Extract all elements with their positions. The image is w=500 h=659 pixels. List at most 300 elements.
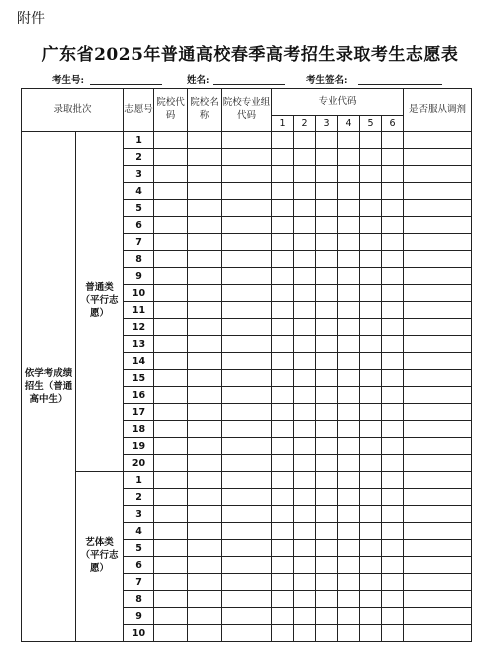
major-code-cell[interactable] — [272, 608, 294, 625]
school-code-cell[interactable] — [154, 132, 188, 149]
school-name-cell[interactable] — [188, 506, 222, 523]
adjust-cell[interactable] — [404, 353, 472, 370]
adjust-cell[interactable] — [404, 234, 472, 251]
major-code-cell[interactable] — [338, 608, 360, 625]
adjust-cell[interactable] — [404, 608, 472, 625]
major-code-cell[interactable] — [338, 489, 360, 506]
major-code-cell[interactable] — [272, 523, 294, 540]
major-code-cell[interactable] — [316, 302, 338, 319]
school-code-cell[interactable] — [154, 251, 188, 268]
major-group-code-cell[interactable] — [222, 472, 272, 489]
major-code-cell[interactable] — [382, 285, 404, 302]
adjust-cell[interactable] — [404, 336, 472, 353]
major-code-cell[interactable] — [360, 353, 382, 370]
major-code-cell[interactable] — [338, 455, 360, 472]
major-code-cell[interactable] — [272, 166, 294, 183]
major-code-cell[interactable] — [360, 540, 382, 557]
major-code-cell[interactable] — [382, 251, 404, 268]
school-name-cell[interactable] — [188, 217, 222, 234]
major-code-cell[interactable] — [294, 353, 316, 370]
major-code-cell[interactable] — [360, 421, 382, 438]
major-code-cell[interactable] — [272, 472, 294, 489]
major-code-cell[interactable] — [338, 268, 360, 285]
major-code-cell[interactable] — [338, 557, 360, 574]
school-code-cell[interactable] — [154, 183, 188, 200]
major-code-cell[interactable] — [338, 353, 360, 370]
major-code-cell[interactable] — [316, 183, 338, 200]
adjust-cell[interactable] — [404, 132, 472, 149]
major-group-code-cell[interactable] — [222, 302, 272, 319]
adjust-cell[interactable] — [404, 404, 472, 421]
adjust-cell[interactable] — [404, 302, 472, 319]
major-code-cell[interactable] — [382, 421, 404, 438]
school-name-cell[interactable] — [188, 149, 222, 166]
major-code-cell[interactable] — [294, 285, 316, 302]
school-name-cell[interactable] — [188, 353, 222, 370]
school-code-cell[interactable] — [154, 387, 188, 404]
major-code-cell[interactable] — [272, 132, 294, 149]
major-code-cell[interactable] — [272, 404, 294, 421]
school-name-cell[interactable] — [188, 404, 222, 421]
major-code-cell[interactable] — [360, 455, 382, 472]
major-group-code-cell[interactable] — [222, 336, 272, 353]
major-code-cell[interactable] — [272, 285, 294, 302]
major-code-cell[interactable] — [382, 591, 404, 608]
major-group-code-cell[interactable] — [222, 404, 272, 421]
major-code-cell[interactable] — [360, 183, 382, 200]
major-code-cell[interactable] — [272, 353, 294, 370]
major-code-cell[interactable] — [360, 149, 382, 166]
major-code-cell[interactable] — [360, 404, 382, 421]
major-code-cell[interactable] — [316, 149, 338, 166]
major-code-cell[interactable] — [382, 268, 404, 285]
major-code-cell[interactable] — [382, 404, 404, 421]
school-name-cell[interactable] — [188, 302, 222, 319]
major-code-cell[interactable] — [272, 336, 294, 353]
major-code-cell[interactable] — [338, 302, 360, 319]
school-name-cell[interactable] — [188, 251, 222, 268]
major-group-code-cell[interactable] — [222, 438, 272, 455]
major-group-code-cell[interactable] — [222, 455, 272, 472]
major-code-cell[interactable] — [294, 268, 316, 285]
major-code-cell[interactable] — [338, 149, 360, 166]
major-code-cell[interactable] — [272, 268, 294, 285]
major-code-cell[interactable] — [338, 319, 360, 336]
school-name-cell[interactable] — [188, 489, 222, 506]
adjust-cell[interactable] — [404, 506, 472, 523]
adjust-cell[interactable] — [404, 540, 472, 557]
major-code-cell[interactable] — [360, 489, 382, 506]
major-code-cell[interactable] — [338, 574, 360, 591]
major-code-cell[interactable] — [338, 285, 360, 302]
major-code-cell[interactable] — [294, 404, 316, 421]
major-group-code-cell[interactable] — [222, 268, 272, 285]
school-code-cell[interactable] — [154, 591, 188, 608]
major-group-code-cell[interactable] — [222, 370, 272, 387]
major-code-cell[interactable] — [294, 489, 316, 506]
major-code-cell[interactable] — [272, 200, 294, 217]
major-code-cell[interactable] — [338, 234, 360, 251]
major-code-cell[interactable] — [382, 540, 404, 557]
major-code-cell[interactable] — [316, 506, 338, 523]
major-code-cell[interactable] — [294, 319, 316, 336]
major-code-cell[interactable] — [338, 438, 360, 455]
major-code-cell[interactable] — [316, 557, 338, 574]
major-code-cell[interactable] — [338, 132, 360, 149]
major-code-cell[interactable] — [382, 455, 404, 472]
major-code-cell[interactable] — [294, 455, 316, 472]
major-code-cell[interactable] — [360, 523, 382, 540]
major-code-cell[interactable] — [338, 251, 360, 268]
major-code-cell[interactable] — [272, 625, 294, 642]
major-code-cell[interactable] — [316, 404, 338, 421]
adjust-cell[interactable] — [404, 268, 472, 285]
major-code-cell[interactable] — [316, 591, 338, 608]
major-code-cell[interactable] — [294, 540, 316, 557]
school-code-cell[interactable] — [154, 149, 188, 166]
major-code-cell[interactable] — [338, 421, 360, 438]
major-group-code-cell[interactable] — [222, 523, 272, 540]
school-code-cell[interactable] — [154, 319, 188, 336]
major-code-cell[interactable] — [338, 387, 360, 404]
school-name-cell[interactable] — [188, 183, 222, 200]
major-group-code-cell[interactable] — [222, 540, 272, 557]
school-code-cell[interactable] — [154, 489, 188, 506]
school-code-cell[interactable] — [154, 506, 188, 523]
school-name-cell[interactable] — [188, 166, 222, 183]
school-code-cell[interactable] — [154, 285, 188, 302]
adjust-cell[interactable] — [404, 251, 472, 268]
school-code-cell[interactable] — [154, 336, 188, 353]
major-code-cell[interactable] — [338, 625, 360, 642]
major-code-cell[interactable] — [294, 506, 316, 523]
major-group-code-cell[interactable] — [222, 166, 272, 183]
major-code-cell[interactable] — [382, 353, 404, 370]
major-code-cell[interactable] — [338, 540, 360, 557]
major-code-cell[interactable] — [316, 200, 338, 217]
major-code-cell[interactable] — [272, 540, 294, 557]
major-code-cell[interactable] — [294, 557, 316, 574]
major-code-cell[interactable] — [294, 217, 316, 234]
school-name-cell[interactable] — [188, 574, 222, 591]
major-code-cell[interactable] — [294, 251, 316, 268]
major-code-cell[interactable] — [360, 472, 382, 489]
major-code-cell[interactable] — [338, 404, 360, 421]
major-code-cell[interactable] — [272, 217, 294, 234]
major-code-cell[interactable] — [272, 149, 294, 166]
major-code-cell[interactable] — [338, 336, 360, 353]
major-code-cell[interactable] — [360, 319, 382, 336]
major-code-cell[interactable] — [338, 183, 360, 200]
school-name-cell[interactable] — [188, 625, 222, 642]
major-code-cell[interactable] — [382, 302, 404, 319]
major-code-cell[interactable] — [360, 166, 382, 183]
major-code-cell[interactable] — [382, 506, 404, 523]
school-code-cell[interactable] — [154, 574, 188, 591]
major-code-cell[interactable] — [360, 268, 382, 285]
exam-number-field[interactable] — [90, 84, 162, 85]
major-code-cell[interactable] — [294, 132, 316, 149]
major-code-cell[interactable] — [360, 625, 382, 642]
major-code-cell[interactable] — [360, 557, 382, 574]
major-code-cell[interactable] — [316, 251, 338, 268]
school-name-cell[interactable] — [188, 387, 222, 404]
major-code-cell[interactable] — [272, 319, 294, 336]
school-code-cell[interactable] — [154, 472, 188, 489]
school-name-cell[interactable] — [188, 591, 222, 608]
major-group-code-cell[interactable] — [222, 251, 272, 268]
major-group-code-cell[interactable] — [222, 557, 272, 574]
major-code-cell[interactable] — [316, 421, 338, 438]
major-code-cell[interactable] — [382, 608, 404, 625]
major-code-cell[interactable] — [316, 217, 338, 234]
school-code-cell[interactable] — [154, 540, 188, 557]
school-name-cell[interactable] — [188, 234, 222, 251]
school-name-cell[interactable] — [188, 319, 222, 336]
major-code-cell[interactable] — [338, 200, 360, 217]
adjust-cell[interactable] — [404, 591, 472, 608]
school-code-cell[interactable] — [154, 455, 188, 472]
major-code-cell[interactable] — [294, 336, 316, 353]
major-code-cell[interactable] — [360, 608, 382, 625]
school-name-cell[interactable] — [188, 455, 222, 472]
major-code-cell[interactable] — [272, 557, 294, 574]
school-code-cell[interactable] — [154, 217, 188, 234]
major-group-code-cell[interactable] — [222, 421, 272, 438]
major-group-code-cell[interactable] — [222, 183, 272, 200]
major-code-cell[interactable] — [338, 506, 360, 523]
adjust-cell[interactable] — [404, 472, 472, 489]
major-code-cell[interactable] — [316, 370, 338, 387]
major-code-cell[interactable] — [360, 200, 382, 217]
school-code-cell[interactable] — [154, 268, 188, 285]
adjust-cell[interactable] — [404, 574, 472, 591]
major-code-cell[interactable] — [316, 353, 338, 370]
major-code-cell[interactable] — [294, 183, 316, 200]
school-name-cell[interactable] — [188, 608, 222, 625]
school-name-cell[interactable] — [188, 132, 222, 149]
school-code-cell[interactable] — [154, 166, 188, 183]
major-code-cell[interactable] — [316, 166, 338, 183]
major-code-cell[interactable] — [338, 472, 360, 489]
adjust-cell[interactable] — [404, 523, 472, 540]
major-code-cell[interactable] — [360, 234, 382, 251]
major-code-cell[interactable] — [272, 302, 294, 319]
major-code-cell[interactable] — [316, 387, 338, 404]
major-group-code-cell[interactable] — [222, 353, 272, 370]
major-code-cell[interactable] — [272, 387, 294, 404]
school-code-cell[interactable] — [154, 421, 188, 438]
major-group-code-cell[interactable] — [222, 132, 272, 149]
school-name-cell[interactable] — [188, 285, 222, 302]
adjust-cell[interactable] — [404, 438, 472, 455]
adjust-cell[interactable] — [404, 217, 472, 234]
school-code-cell[interactable] — [154, 302, 188, 319]
major-code-cell[interactable] — [360, 302, 382, 319]
school-name-cell[interactable] — [188, 268, 222, 285]
major-code-cell[interactable] — [272, 370, 294, 387]
major-group-code-cell[interactable] — [222, 285, 272, 302]
major-code-cell[interactable] — [316, 319, 338, 336]
major-code-cell[interactable] — [382, 234, 404, 251]
school-name-cell[interactable] — [188, 438, 222, 455]
major-code-cell[interactable] — [382, 387, 404, 404]
major-code-cell[interactable] — [316, 608, 338, 625]
name-field[interactable] — [213, 84, 285, 85]
major-code-cell[interactable] — [360, 438, 382, 455]
major-code-cell[interactable] — [360, 591, 382, 608]
major-code-cell[interactable] — [272, 591, 294, 608]
major-code-cell[interactable] — [316, 540, 338, 557]
major-code-cell[interactable] — [294, 421, 316, 438]
major-code-cell[interactable] — [294, 200, 316, 217]
major-code-cell[interactable] — [382, 523, 404, 540]
major-code-cell[interactable] — [382, 166, 404, 183]
school-name-cell[interactable] — [188, 421, 222, 438]
major-group-code-cell[interactable] — [222, 625, 272, 642]
major-code-cell[interactable] — [272, 574, 294, 591]
major-code-cell[interactable] — [316, 438, 338, 455]
adjust-cell[interactable] — [404, 149, 472, 166]
major-code-cell[interactable] — [316, 625, 338, 642]
major-code-cell[interactable] — [338, 370, 360, 387]
adjust-cell[interactable] — [404, 489, 472, 506]
major-code-cell[interactable] — [360, 217, 382, 234]
major-code-cell[interactable] — [382, 438, 404, 455]
adjust-cell[interactable] — [404, 166, 472, 183]
major-code-cell[interactable] — [360, 285, 382, 302]
major-code-cell[interactable] — [294, 302, 316, 319]
major-group-code-cell[interactable] — [222, 234, 272, 251]
school-code-cell[interactable] — [154, 404, 188, 421]
school-code-cell[interactable] — [154, 200, 188, 217]
major-code-cell[interactable] — [382, 489, 404, 506]
major-code-cell[interactable] — [294, 166, 316, 183]
major-code-cell[interactable] — [316, 574, 338, 591]
major-code-cell[interactable] — [294, 574, 316, 591]
school-name-cell[interactable] — [188, 523, 222, 540]
major-code-cell[interactable] — [382, 149, 404, 166]
adjust-cell[interactable] — [404, 285, 472, 302]
major-code-cell[interactable] — [382, 183, 404, 200]
major-code-cell[interactable] — [272, 251, 294, 268]
signature-field[interactable] — [358, 84, 442, 85]
major-code-cell[interactable] — [360, 251, 382, 268]
school-code-cell[interactable] — [154, 523, 188, 540]
major-code-cell[interactable] — [382, 319, 404, 336]
school-name-cell[interactable] — [188, 336, 222, 353]
major-code-cell[interactable] — [294, 149, 316, 166]
adjust-cell[interactable] — [404, 200, 472, 217]
major-code-cell[interactable] — [382, 472, 404, 489]
major-code-cell[interactable] — [294, 523, 316, 540]
major-code-cell[interactable] — [382, 625, 404, 642]
major-group-code-cell[interactable] — [222, 591, 272, 608]
major-code-cell[interactable] — [294, 625, 316, 642]
major-code-cell[interactable] — [316, 336, 338, 353]
major-code-cell[interactable] — [294, 234, 316, 251]
school-code-cell[interactable] — [154, 370, 188, 387]
school-code-cell[interactable] — [154, 625, 188, 642]
major-code-cell[interactable] — [272, 506, 294, 523]
major-code-cell[interactable] — [316, 285, 338, 302]
major-code-cell[interactable] — [338, 166, 360, 183]
school-code-cell[interactable] — [154, 608, 188, 625]
major-code-cell[interactable] — [272, 438, 294, 455]
major-code-cell[interactable] — [272, 421, 294, 438]
adjust-cell[interactable] — [404, 557, 472, 574]
major-code-cell[interactable] — [272, 183, 294, 200]
major-code-cell[interactable] — [360, 132, 382, 149]
major-code-cell[interactable] — [382, 200, 404, 217]
major-code-cell[interactable] — [316, 472, 338, 489]
adjust-cell[interactable] — [404, 370, 472, 387]
major-code-cell[interactable] — [360, 574, 382, 591]
school-code-cell[interactable] — [154, 557, 188, 574]
school-name-cell[interactable] — [188, 370, 222, 387]
major-group-code-cell[interactable] — [222, 217, 272, 234]
major-group-code-cell[interactable] — [222, 149, 272, 166]
adjust-cell[interactable] — [404, 319, 472, 336]
school-code-cell[interactable] — [154, 438, 188, 455]
major-code-cell[interactable] — [294, 608, 316, 625]
major-code-cell[interactable] — [382, 370, 404, 387]
adjust-cell[interactable] — [404, 183, 472, 200]
major-code-cell[interactable] — [382, 557, 404, 574]
adjust-cell[interactable] — [404, 455, 472, 472]
major-code-cell[interactable] — [272, 455, 294, 472]
major-code-cell[interactable] — [272, 234, 294, 251]
adjust-cell[interactable] — [404, 387, 472, 404]
major-group-code-cell[interactable] — [222, 489, 272, 506]
major-code-cell[interactable] — [360, 387, 382, 404]
major-code-cell[interactable] — [316, 489, 338, 506]
major-code-cell[interactable] — [360, 336, 382, 353]
school-code-cell[interactable] — [154, 353, 188, 370]
major-code-cell[interactable] — [382, 217, 404, 234]
major-group-code-cell[interactable] — [222, 608, 272, 625]
school-name-cell[interactable] — [188, 200, 222, 217]
major-group-code-cell[interactable] — [222, 200, 272, 217]
major-code-cell[interactable] — [338, 523, 360, 540]
major-group-code-cell[interactable] — [222, 319, 272, 336]
major-code-cell[interactable] — [382, 336, 404, 353]
adjust-cell[interactable] — [404, 625, 472, 642]
major-code-cell[interactable] — [316, 523, 338, 540]
school-name-cell[interactable] — [188, 557, 222, 574]
school-name-cell[interactable] — [188, 540, 222, 557]
major-code-cell[interactable] — [316, 234, 338, 251]
major-code-cell[interactable] — [360, 370, 382, 387]
major-code-cell[interactable] — [294, 472, 316, 489]
adjust-cell[interactable] — [404, 421, 472, 438]
major-code-cell[interactable] — [338, 591, 360, 608]
major-code-cell[interactable] — [316, 268, 338, 285]
school-name-cell[interactable] — [188, 472, 222, 489]
major-group-code-cell[interactable] — [222, 506, 272, 523]
major-code-cell[interactable] — [316, 132, 338, 149]
school-code-cell[interactable] — [154, 234, 188, 251]
major-code-cell[interactable] — [272, 489, 294, 506]
major-code-cell[interactable] — [294, 438, 316, 455]
major-code-cell[interactable] — [382, 574, 404, 591]
major-code-cell[interactable] — [294, 591, 316, 608]
major-code-cell[interactable] — [338, 217, 360, 234]
major-code-cell[interactable] — [360, 506, 382, 523]
major-code-cell[interactable] — [316, 455, 338, 472]
major-code-cell[interactable] — [294, 387, 316, 404]
major-code-cell[interactable] — [382, 132, 404, 149]
